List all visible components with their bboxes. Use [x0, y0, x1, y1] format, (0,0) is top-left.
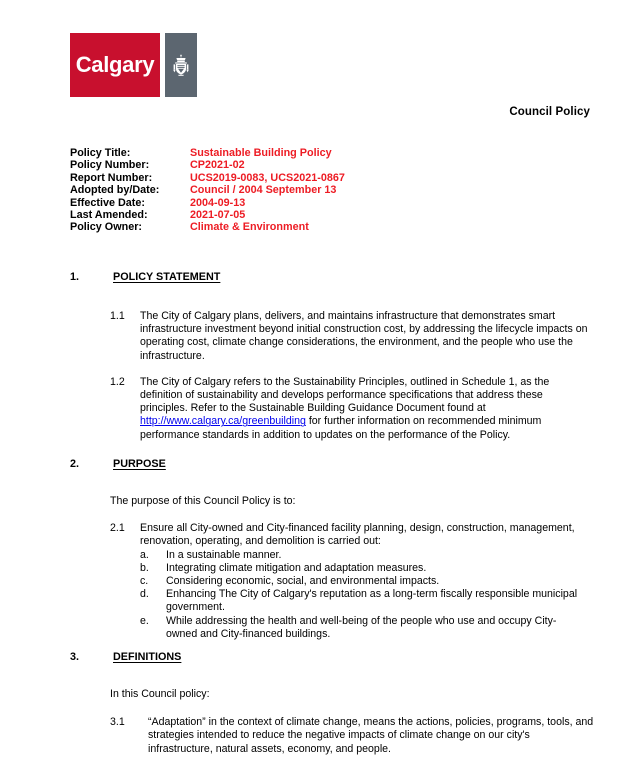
metadata-label: Adopted by/Date:: [70, 184, 160, 197]
city-of-calgary-logo: [70, 33, 197, 97]
list-item-letter: c.: [140, 575, 149, 588]
document-type-header: Council Policy: [509, 106, 590, 118]
section-policy-statement: [0, 271, 642, 442]
list-item: [140, 549, 582, 562]
logo-red-panel: [70, 33, 160, 97]
metadata-value: Sustainable Building Policy: [190, 147, 332, 159]
metadata-row-policy-owner: [70, 221, 345, 233]
section-purpose: [0, 458, 642, 641]
metadata-value: 2021-07-05: [190, 209, 246, 222]
metadata-value: Council / 2004 September 13: [190, 184, 337, 197]
clause-number: 2.1: [110, 522, 125, 535]
list-item-text: In a sustainable manner.: [166, 548, 282, 561]
list-item-letter: d.: [140, 588, 149, 601]
metadata-label: Last Amended:: [70, 209, 148, 222]
purpose-lettered-list: [0, 549, 642, 641]
list-item-letter: a.: [140, 548, 149, 561]
metadata-value: CP2021-02: [190, 159, 245, 172]
list-item-text: Integrating climate mitigation and adaptation measures.: [166, 561, 427, 574]
list-item-letter: b.: [140, 561, 149, 574]
list-item: [140, 588, 582, 614]
list-item-text: Considering economic, social, and environmental impacts.: [166, 575, 440, 588]
clause-text: The City of Calgary plans, delivers, and maintains infrastructure that demonstrates smart infrastructure investment beyond initial construction cost, by addressing the lifecycle impacts on operating cost, climate change considerations, the environment, and the people who use the infrastructure.: [140, 310, 588, 362]
logo-gray-panel: [165, 33, 197, 97]
list-item: [140, 615, 582, 641]
list-item-text: While addressing the health and well-being of the people who use and occupy City-owned and City-financed buildings.: [166, 614, 557, 640]
list-item: [140, 562, 582, 575]
clause-text: Ensure all City-owned and City-financed facility planning, design, construction, management, renovation, operating, and demolition is carried out:: [140, 522, 575, 548]
section-title: PURPOSE: [113, 458, 166, 470]
list-item-letter: e.: [140, 614, 149, 627]
clause-text-before-link: The City of Calgary refers to the Sustainability Principles, outlined in Schedule 1, as the definition of sustainability and develops performance specifications that address these principles. Refer to the Sustainable Building Guidance Document found at: [140, 375, 550, 415]
section-title: POLICY STATEMENT: [113, 271, 221, 283]
metadata-row-report-number: [70, 172, 345, 184]
clause-3-1: [0, 716, 642, 756]
section-number: 1.: [70, 271, 80, 283]
metadata-value: UCS2019-0083, UCS2021-0867: [190, 171, 345, 184]
greenbuilding-link[interactable]: http://www.calgary.ca/greenbuilding: [140, 415, 306, 428]
list-item: [140, 575, 582, 588]
clause-text: [140, 376, 590, 442]
section-heading: [0, 458, 642, 474]
clause-number: 1.1: [110, 310, 125, 322]
section-heading: [0, 651, 642, 667]
clause-2-1: [0, 522, 642, 548]
metadata-row-policy-number: [70, 159, 345, 171]
metadata-row-effective-date: [70, 197, 345, 209]
metadata-label: Report Number:: [70, 171, 153, 184]
metadata-label: Policy Title:: [70, 147, 131, 159]
section-title: DEFINITIONS: [113, 651, 182, 663]
metadata-label: Policy Owner:: [70, 221, 142, 234]
clause-number: 3.1: [110, 716, 125, 729]
definitions-intro-text: In this Council policy:: [110, 688, 210, 700]
metadata-row-last-amended: [70, 209, 345, 221]
metadata-value: Climate & Environment: [190, 221, 309, 234]
metadata-row-policy-title: [70, 147, 345, 159]
clause-1-1: [0, 310, 642, 363]
calgary-coat-of-arms-crest-icon: [171, 53, 191, 77]
clause-text-after-link: for further information on recommended minimum performance standards in addition to updates on the performance of the Policy.: [140, 415, 542, 441]
metadata-label: Effective Date:: [70, 196, 146, 209]
clause-text: “Adaptation” in the context of climate change, means the actions, policies, programs, tools, and strategies intended to reduce the negative impacts of climate change on our city's infrastructure, natural assets, economy, and people.: [148, 716, 594, 755]
section-number: 3.: [70, 651, 80, 663]
list-item-text: Enhancing The City of Calgary's reputation as a long-term fiscally responsible municipal government.: [166, 588, 578, 614]
section-number: 2.: [70, 458, 80, 470]
metadata-value: 2004-09-13: [190, 196, 246, 209]
metadata-row-adopted-by-date: [70, 184, 345, 196]
logo-wordmark: Calgary: [75, 51, 155, 77]
section-definitions: [0, 651, 642, 756]
metadata-label: Policy Number:: [70, 159, 150, 172]
clause-number: 1.2: [110, 375, 125, 388]
section-heading: [0, 271, 642, 287]
purpose-intro-text: The purpose of this Council Policy is to:: [110, 495, 296, 507]
clause-1-2: [0, 376, 642, 442]
policy-metadata-block: [70, 147, 345, 234]
